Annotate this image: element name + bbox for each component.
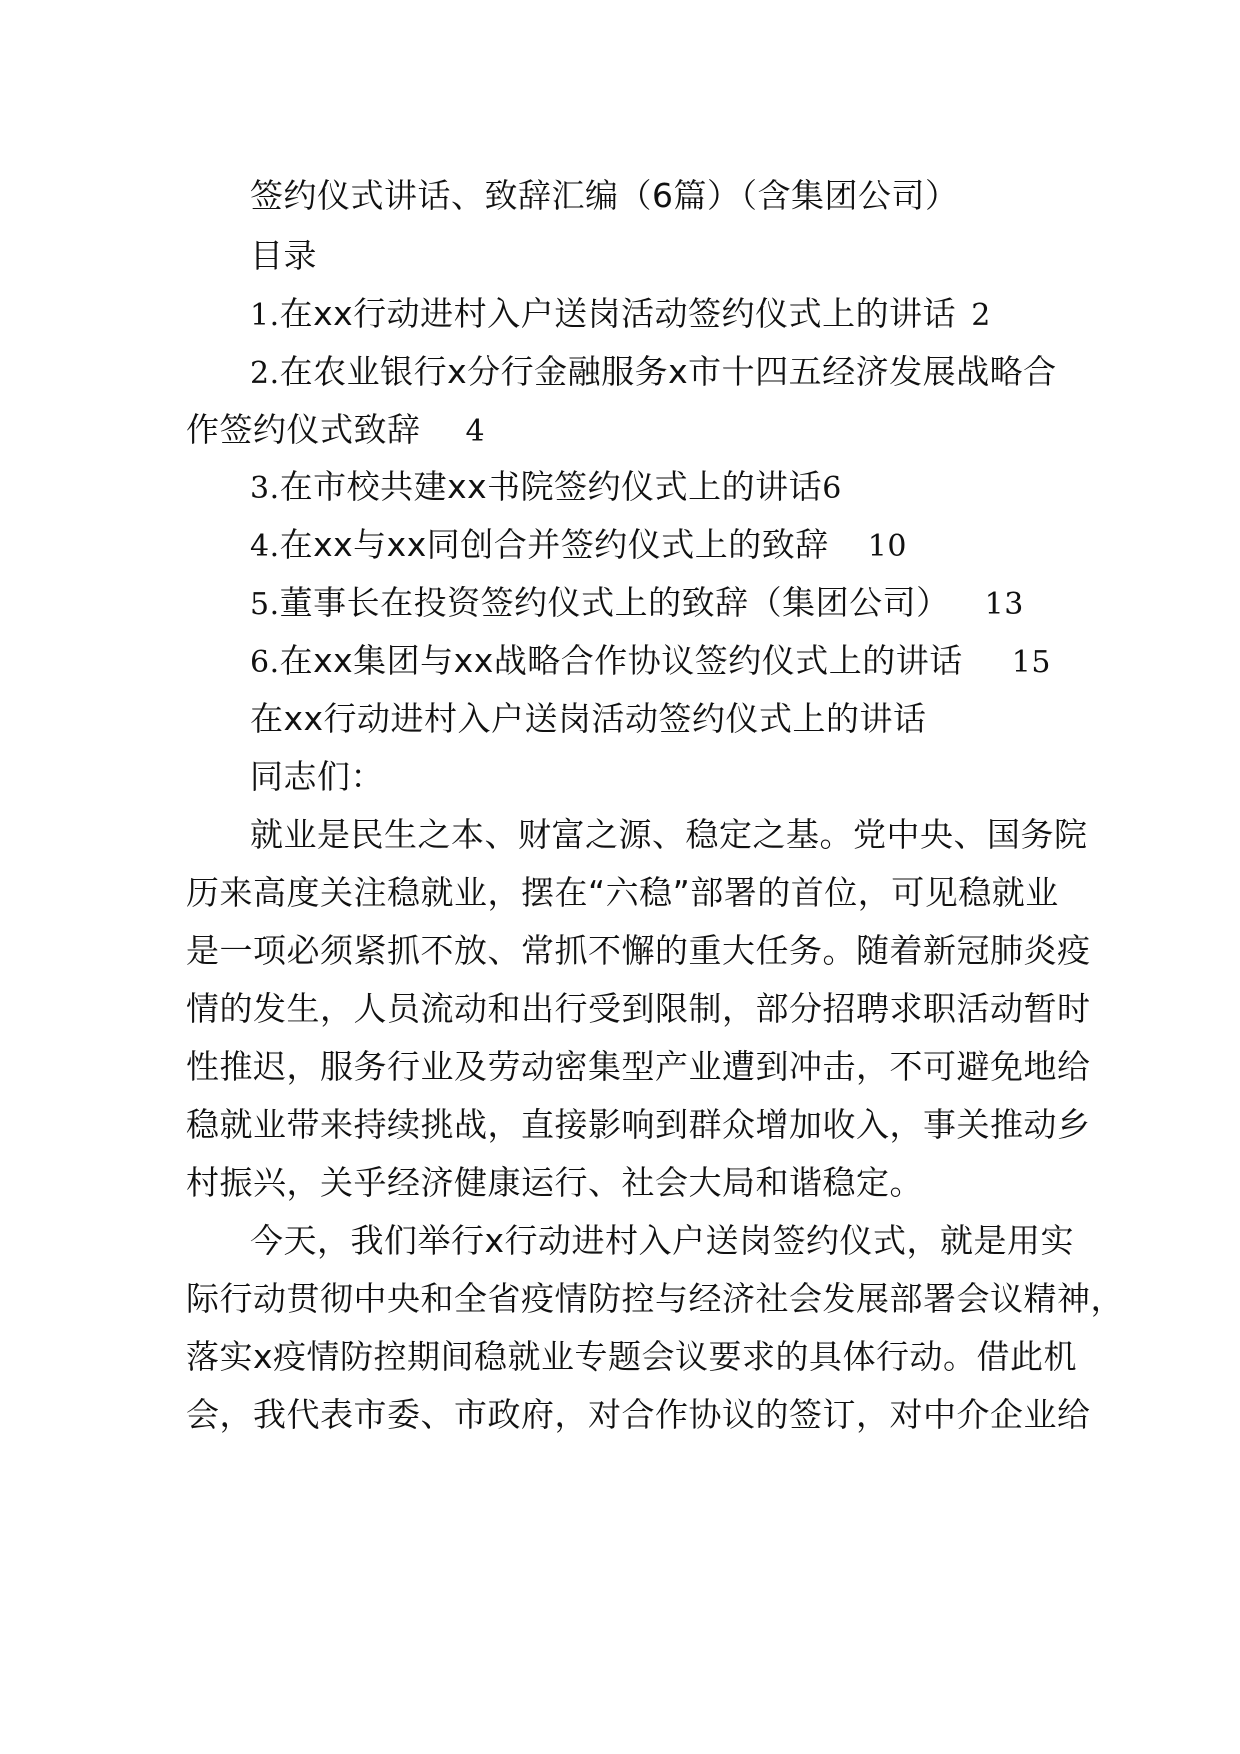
- toc-entry-page: 10: [867, 529, 907, 564]
- paragraph-line: 情的发生，人员流动和出行受到限制，部分招聘求职活动暂时: [186, 989, 1091, 1028]
- toc-entry-text: 在农业银行x分行金融服务x市十四五经济发展战略合: [279, 352, 1057, 391]
- toc-entry-number: 6.: [250, 645, 280, 680]
- paragraph-line: 性推迟，服务行业及劳动密集型产业遭到冲击，不可避免地给: [186, 1047, 1091, 1086]
- toc-entry-number: 2.: [250, 356, 280, 391]
- toc-entry-number: 1.: [250, 298, 280, 333]
- toc-entry-text: 在xx集团与xx战略合作协议签约仪式上的讲话: [279, 641, 963, 680]
- toc-entry-number: 5.: [250, 587, 280, 622]
- paragraph-line: 历来高度关注稳就业，摆在“六稳”部署的首位，可见稳就业: [186, 873, 1059, 912]
- toc-entry-text-continuation: 作签约仪式致辞: [186, 410, 421, 449]
- paragraph-line: 是一项必须紧抓不放、常抓不懈的重大任务。随着新冠肺炎疫: [186, 931, 1091, 970]
- section-title: 在xx行动进村入户送岗活动签约仪式上的讲话: [250, 699, 927, 738]
- paragraph-line: 会，我代表市委、市政府，对合作协议的签订，对中介企业给: [186, 1395, 1091, 1434]
- paragraph-line: 村振兴，关乎经济健康运行、社会大局和谐稳定。: [186, 1163, 923, 1202]
- paragraph-line: 际行动贯彻中央和全省疫情防控与经济社会发展部署会议精神，: [186, 1279, 1124, 1318]
- toc-entry-page: 6: [822, 471, 842, 506]
- toc-entry[interactable]: [250, 641, 1051, 683]
- paragraph-line: 今天，我们举行x行动进村入户送岗签约仪式，就是用实: [250, 1221, 1075, 1260]
- toc-entry[interactable]: [250, 525, 907, 567]
- toc-entry-page: 15: [1011, 645, 1051, 680]
- toc-entry-number: 3.: [250, 471, 280, 506]
- toc-entry[interactable]: [250, 294, 991, 336]
- toc-entry-continuation[interactable]: [186, 410, 485, 452]
- toc-entry-text: 在xx行动进村入户送岗活动签约仪式上的讲话: [279, 294, 957, 333]
- toc-heading: 目录: [250, 236, 317, 275]
- toc-entry-page: 13: [984, 587, 1024, 622]
- toc-entry[interactable]: [250, 467, 842, 509]
- toc-entry-page: 2: [971, 298, 991, 333]
- document-title: 签约仪式讲话、致辞汇编（6篇）（含集团公司）: [250, 176, 959, 215]
- toc-entry-page: 4: [465, 414, 486, 449]
- paragraph-line: 稳就业带来持续挑战，直接影响到群众增加收入，事关推动乡: [186, 1105, 1091, 1144]
- toc-entry[interactable]: [250, 352, 1057, 394]
- toc-entry-text: 在市校共建xx书院签约仪式上的讲话: [279, 467, 823, 506]
- paragraph-line: 就业是民生之本、财富之源、稳定之基。党中央、国务院: [250, 815, 1088, 854]
- toc-entry-text: 董事长在投资签约仪式上的致辞（集团公司）: [279, 583, 950, 622]
- paragraph-line: 落实x疫情防控期间稳就业专题会议要求的具体行动。借此机: [186, 1337, 1078, 1376]
- toc-entry-text: 在xx与xx同创合并签约仪式上的致辞: [279, 525, 829, 564]
- toc-entry[interactable]: [250, 583, 1024, 625]
- salutation: 同志们：: [250, 757, 384, 796]
- toc-entry-number: 4.: [250, 529, 280, 564]
